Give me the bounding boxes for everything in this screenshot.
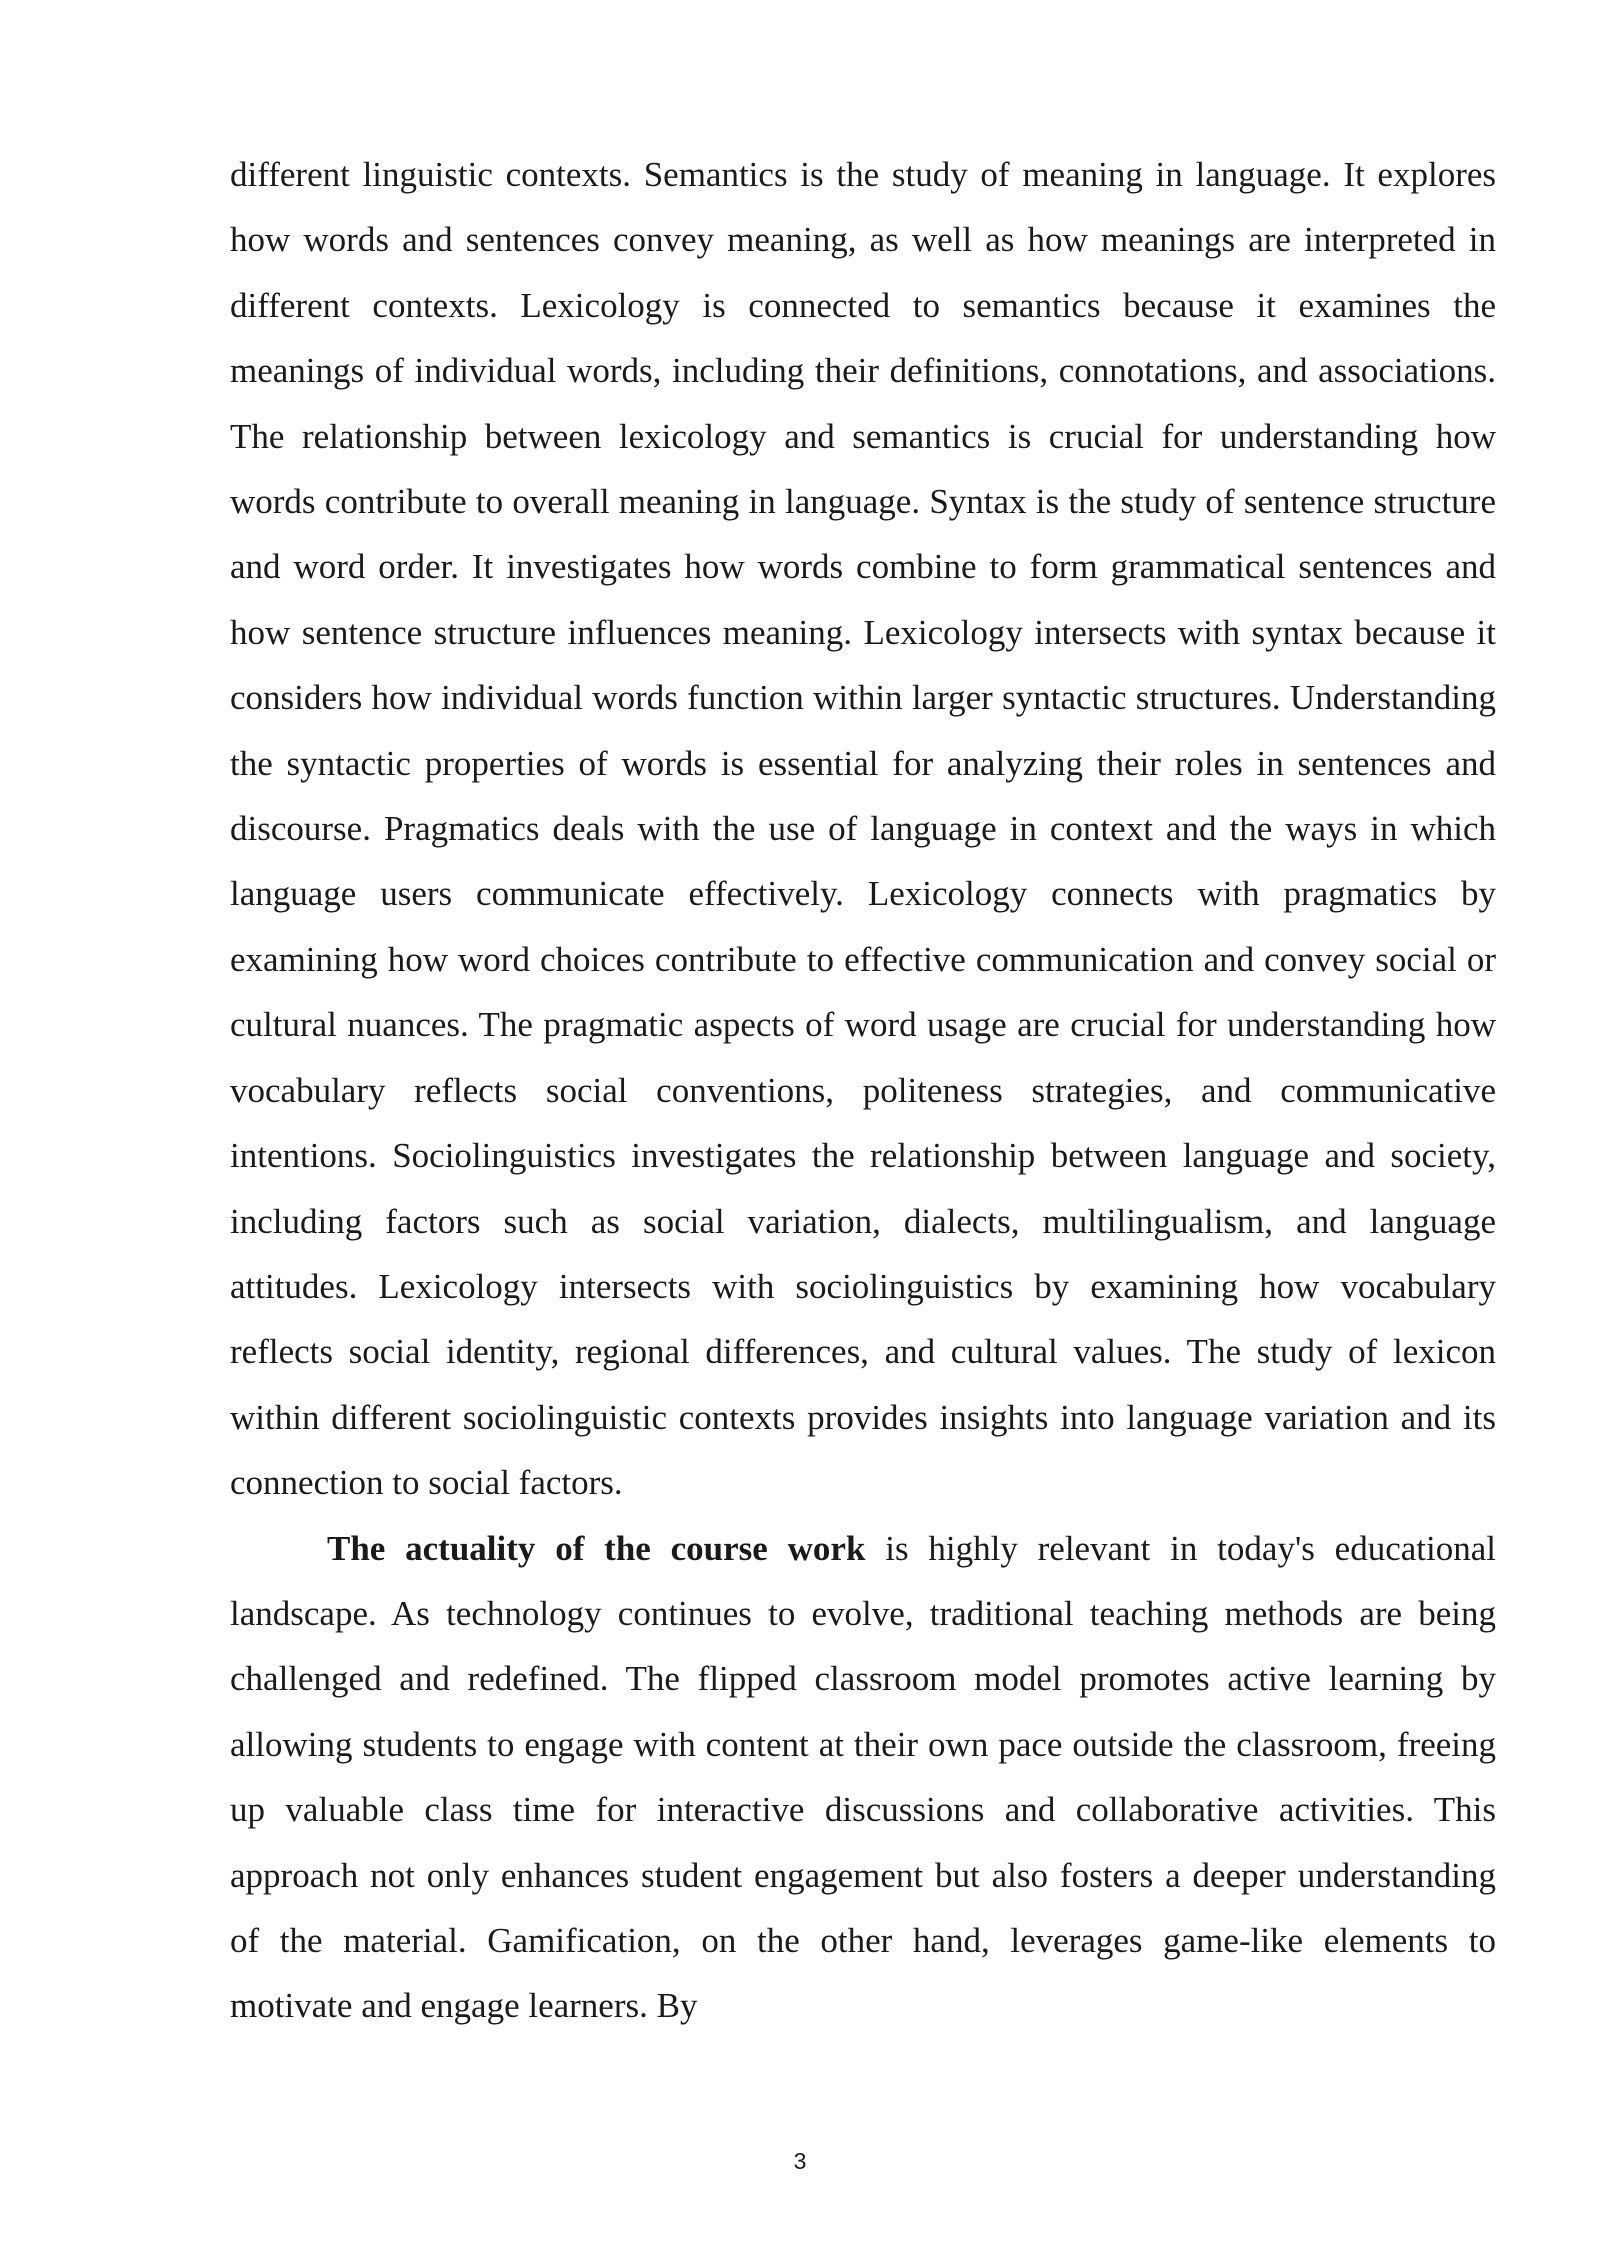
paragraph-1 [230, 142, 1496, 1516]
paragraph-1-text: different linguistic contexts. Semantics is the study of meaning in language. It explores how words and sentences convey meaning, as well as how meanings are interpreted in different contexts. Lexicology is connected to semantics because it examines the meanings of individual words, including their definitions, connotations, and associations. The relationship between lexicology and semantics is crucial for understanding how words contribute to overall meaning in language. Syntax is the study of sentence structure and word order. It investigates how words combine to form grammatical sentences and how sentence structure influences meaning. Lexicology intersects with syntax because it considers how individual words function within larger syntactic structures. Understanding the syntactic properties of words is essential for analyzing their roles in sentences and discourse. Pragmatics deals with the use of language in context and the ways in which language users communicate effectively. Lexicology connects with pragmatics by examining how word choices contribute to effective communication and convey social or cultural nuances. The pragmatic aspects of word usage are crucial for understanding how vocabulary reflects social conventions, politeness strategies, and communicative intentions. Sociolinguistics investigates the relationship between language and society, including factors such as social variation, dialects, multilingualism, and language attitudes. Lexicology intersects with sociolinguistics by examining how vocabulary reflects social identity, regional differences, and cultural values. The study of lexicon within different sociolinguistic contexts provides insights into language variation and its connection to social factors. [230, 155, 1496, 1503]
paragraph-2-bold-lead: The actuality of the course work [327, 1528, 866, 1568]
page-number: 3 [793, 2148, 807, 2174]
body-text [230, 142, 1496, 2039]
paragraph-2-text: is highly relevant in today's educational landscape. As technology continues to evolve, traditional teaching methods are being challenged and redefined. The flipped classroom model promotes active learning by allowing students to engage with content at their own pace outside the classroom, freeing up valuable class time for interactive discussions and collaborative activities. This approach not only enhances student engagement but also fosters a deeper understanding of the material. Gamification, on the other hand, leverages game-like elements to motivate and engage learners. By [230, 1528, 1496, 2026]
paragraph-2 [230, 1516, 1496, 2039]
